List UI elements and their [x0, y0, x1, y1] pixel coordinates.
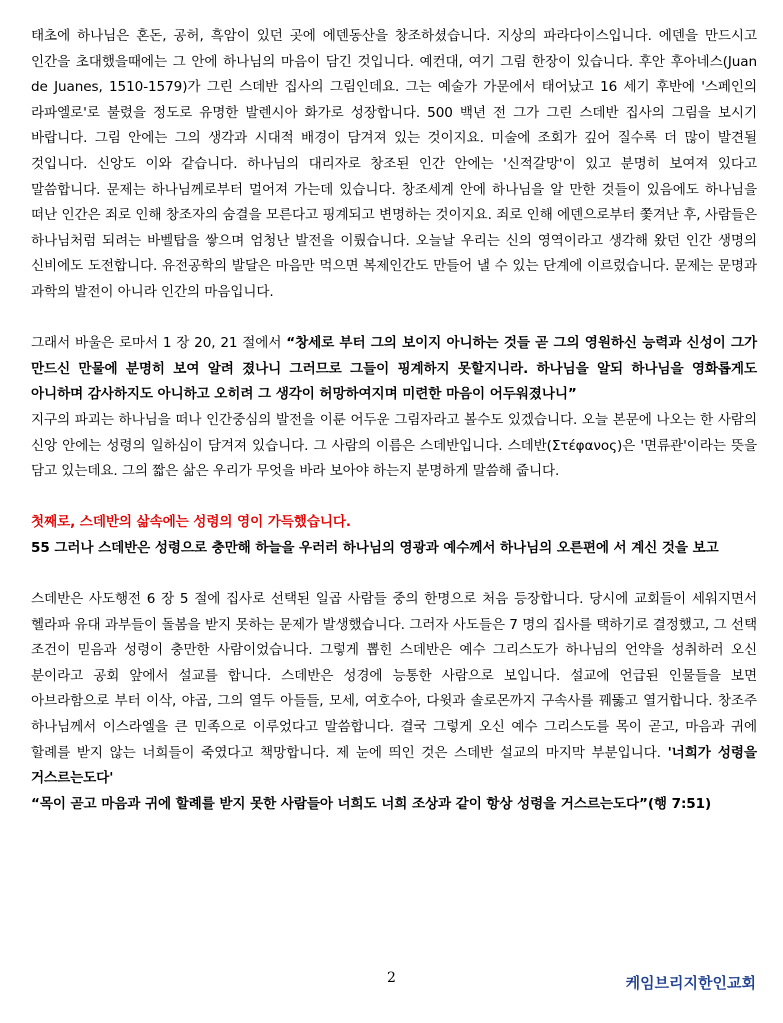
intro-paragraph: 태초에 하나님은 혼돈, 공허, 흑암이 있던 곳에 에덴동산을 창조하셨습니다. 지상의 파라다이스입니다. 에덴을 만드시고 인간을 초대했을때에는 그 안에 하나님의 마음이 담긴 것입니다. 예컨대, 여기 그림 한장이 있습니다. 후안 후아네스(Juan de Juanes, 1510-1579)가 그린 스데반 집사의 그림인데요. 그는 예술가 가문에서 태어났고 16 세기 후반에 '스페인의 라파엘로'로 불렸을 정도로 유명한 발렌시아 화가로 성장합니다. 500 백년 전 그가 그린 스데반 집사의 그림을 보시기 바랍니다. 그림 안에는 그의 생각과 시대적 배경이 담겨져 있는 것이지요. 미술에 조회가 깊어 질수록 더 많이 발견될 것입니다. 신앙도 이와 같습니다. 하나님의 대리자로 창조된 인간 안에는 '신적갈망'이 있고 분명히 보여져 있다고 말씀합니다. 문제는 하나님께로부터 멀어져 가는데 있습니다. 창조세계 안에 하나님을 알 만한 것들이 있음에도 하나님을 떠난 인간은 죄로 인해 창조자의 숨결을 모른다고 핑계되고 변명하는 것이지요. 죄로 인해 에덴으로부터 쫓겨난 후, 사람들은 하나님처럼 되려는 바벨탑을 쌓으며 엄청난 발전을 이뤘습니다. 오늘날 우리는 신의 영역이라고 생각해 왔던 인간 생명의 신비에도 도전합니다. 유전공학의 발달은 마음만 먹으면 복제인간도 만들어 낼 수 있는 단계에 이르렀습니다. 문제는 문명과 과학의 발전이 아니라 인간의 마음입니다.: [31, 28, 757, 300]
section-heading: 첫째로, 스데반의 삶속에는 성령의 영이 가득했습니다.: [31, 514, 351, 531]
church-name: 케임브리지한인교회: [625, 974, 756, 992]
page-number: 2: [387, 970, 396, 986]
acts-7-51-verse: “목이 곧고 마음과 귀에 할례를 받지 못한 사람들아 너희도 너희 조상과 같이 항상 성령을 거스르는도다”(행 7:51): [31, 795, 712, 812]
romans-intro-text: 그래서 바울은 로마서 1 장 20, 21 절에서: [31, 335, 287, 352]
paragraph-gap: [31, 561, 757, 587]
document-body: [31, 24, 757, 817]
holy-spirit-quote: '너희가 성령을 거스르는도다': [31, 744, 757, 787]
verse-55: 55 그러나 스데반은 성령으로 충만해 하늘을 우러러 하나님의 영광과 예수께서 하나님의 오른편에 서 계신 것을 보고: [31, 539, 719, 556]
stephen-intro-paragraph: 지구의 파괴는 하나님을 떠나 인간중심의 발전을 이룬 어두운 그림자라고 볼수도 있겠습니다. 오늘 본문에 나오는 한 사람의 신앙 안에는 성령의 일하심이 담겨져 있습니다. 그 사람의 이름은 스데반입니다. 스데반(Στέφανος)은 '면류관'이라는 뜻을 담고 있는데요. 그의 짧은 삶은 우리가 무엇을 바라 보아야 하는지 분명하게 말씀해 줍니다.: [31, 411, 757, 480]
romans-paragraph: [31, 331, 757, 408]
paragraph-gap: [31, 306, 757, 332]
romans-quote: “창세로 부터 그의 보이지 아니하는 것들 곧 그의 영원하신 능력과 신성이 그가 만드신 만물에 분명히 보여 알려 졌나니 그러므로 그들이 핑계하지 못할지니라. 하나님을 알되 하나님을 영화롭게도 아니하며 감사하지도 아니하고 오히려 그 생각이 허망하여지며 미련한 마음이 어두워졌나니”: [31, 335, 757, 403]
paragraph-gap: [31, 485, 757, 511]
stephen-sermon-text: 스데반은 사도행전 6 장 5 절에 집사로 선택된 일곱 사람들 중의 한명으로 처음 등장합니다. 당시에 교회들이 세워지면서 헬라파 유대 과부들이 돌봄을 받지 못하는 문제가 발생했습니다. 그러자 사도들은 7 명의 집사를 택하기로 결정했고, 그 선택 조건이 믿음과 성령이 충만한 사람이었습니다. 그렇게 뽑힌 스데반은 예수 그리스도가 하나님의 언약을 성취하러 오신 분이라고 공회 앞에서 설교를 합니다. 스데반은 성경에 능통한 사람으로 보입니다. 설교에 언급된 인물들을 보면 아브라함으로 부터 이삭, 야곱, 그의 열두 아들들, 모세, 여호수아, 다윗과 솔로몬까지 구속사를 꿰뚫고 열거합니다. 창조주 하나님께서 이스라엘을 큰 민족으로 이루었다고 말씀합니다. 결국 그렇게 오신 예수 그리스도를 목이 곧고, 마음과 귀에 할례를 받지 않는 너희들이 죽였다고 책망합니다. 제 눈에 띄인 것은 스데반 설교의 마지막 부분입니다.: [31, 591, 757, 761]
stephen-sermon-paragraph: [31, 587, 757, 792]
